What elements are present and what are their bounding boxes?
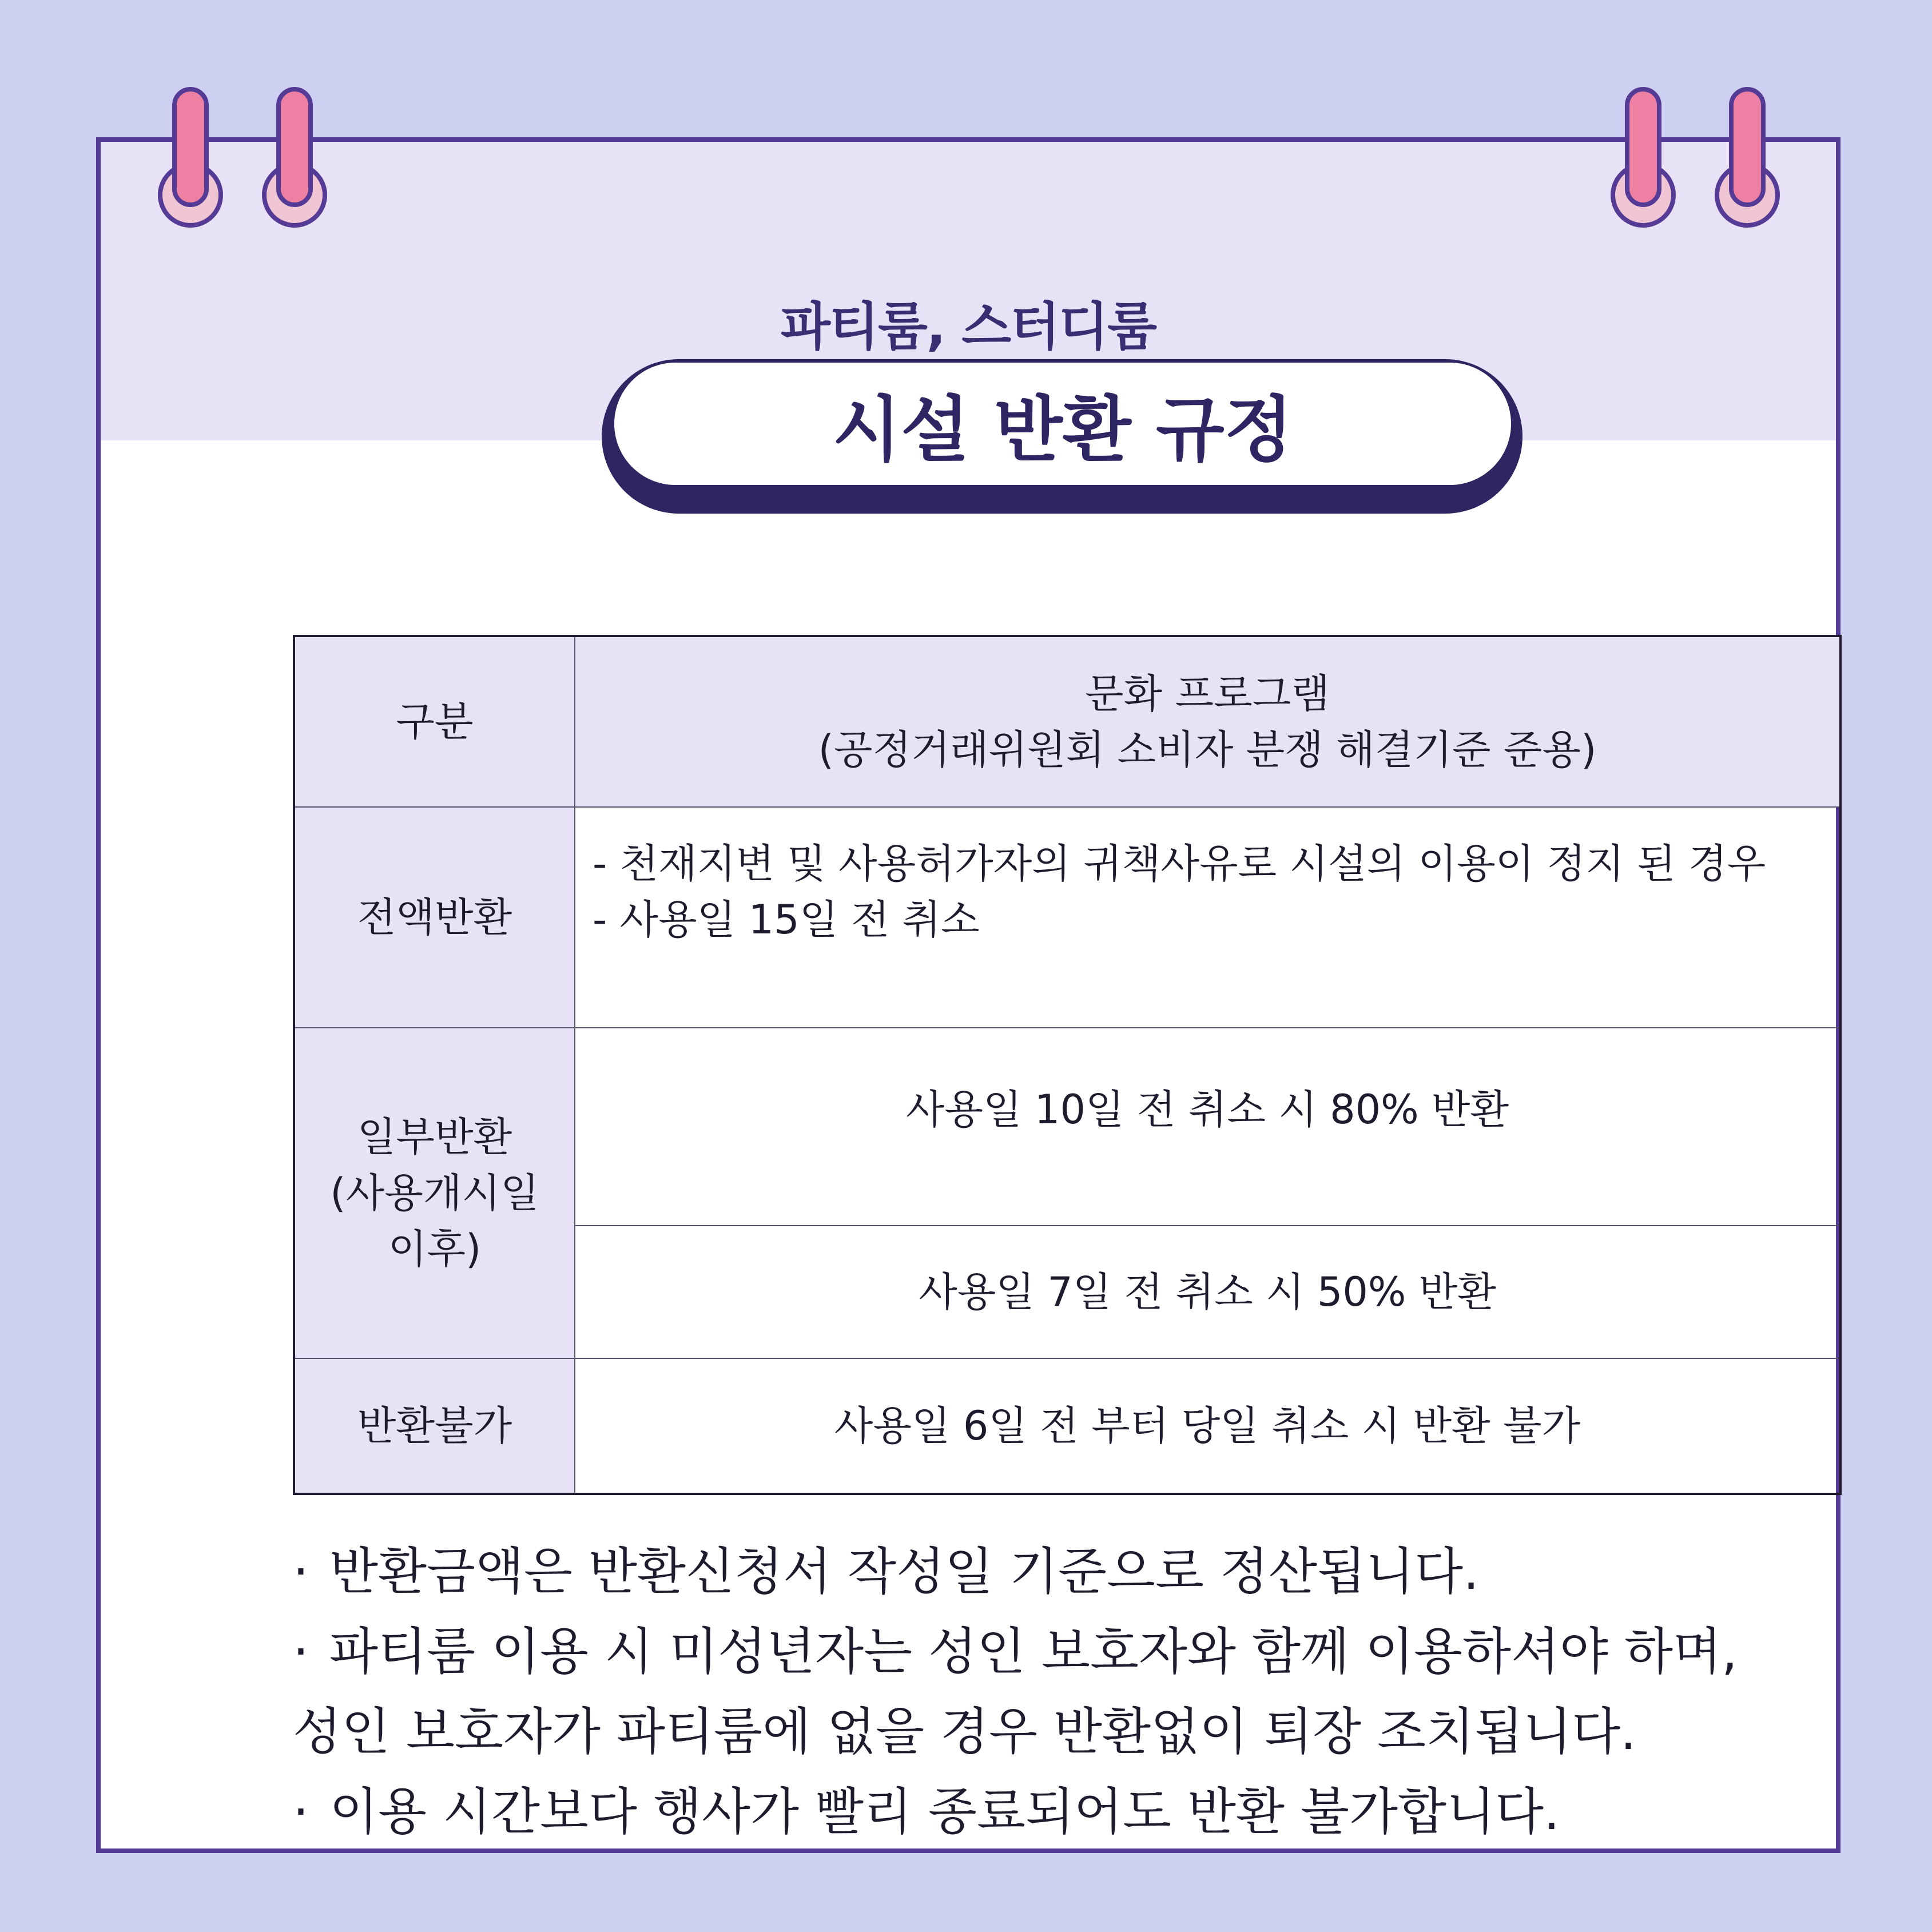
note-text: 이용 시간보다 행사가 빨리 종료되어도 반환 불가합니다. xyxy=(329,1782,1560,1841)
table-header-category: 구분 xyxy=(294,636,575,807)
bullet: · xyxy=(293,1782,309,1841)
note-text: 반환금액은 반환신청서 작성일 기준으로 정산됩니다. xyxy=(329,1542,1480,1601)
cell-text: 사용일 10일 전 취소 시 80% 반환 xyxy=(905,1086,1509,1133)
row-content-partial-80 xyxy=(575,1028,1840,1226)
table-header-content-line1: 문화 프로그램 xyxy=(1085,670,1330,717)
row-category-no-refund: 반환불가 xyxy=(294,1358,575,1494)
row-content-no-refund: 사용일 6일 전 부터 당일 취소 시 반환 불가 xyxy=(575,1358,1840,1494)
category-line: 일부반환 xyxy=(357,1114,512,1160)
row-category-full-refund: 전액반환 xyxy=(294,807,575,1028)
row-category-partial-refund xyxy=(294,1028,575,1358)
page-subtitle: 파티룸, 스터디룸 xyxy=(780,297,1156,357)
table-row xyxy=(294,807,1840,1028)
category-line: 이후) xyxy=(388,1226,482,1273)
row-content-partial-50: 사용일 7일 전 취소 시 50% 반환 xyxy=(575,1226,1840,1358)
list-item xyxy=(293,1612,1837,1692)
table-header-content-line2: (공정거래위원회 소비자 분쟁 해결기준 준용) xyxy=(818,726,1597,773)
table-row xyxy=(294,1358,1840,1494)
category-line: (사용개시일 xyxy=(330,1170,539,1217)
list-item: - 천재지변 및 사용허가자의 귀책사유로 시설의 이용이 정지 된 경우 xyxy=(593,840,1766,887)
binder-pin-icon xyxy=(1625,87,1661,207)
note-text-continued: 성인 보호자가 파티룸에 없을 경우 반환없이 퇴장 조치됩니다. xyxy=(293,1702,1636,1761)
binder-pin-icon xyxy=(172,87,209,207)
page-title: 시설 반환 규정 xyxy=(614,363,1511,485)
binder-pin-icon xyxy=(1729,87,1766,207)
bullet: · xyxy=(293,1542,309,1601)
list-item: - 사용일 15일 전 취소 xyxy=(593,896,980,943)
list-item xyxy=(293,1532,1837,1612)
bullet: · xyxy=(293,1622,309,1681)
note-text: 파티룸 이용 시 미성년자는 성인 보호자와 함께 이용하셔야 하며, xyxy=(329,1622,1738,1681)
table-header-content xyxy=(575,636,1840,807)
notice-card xyxy=(96,137,1840,1853)
table-row xyxy=(294,1028,1840,1226)
refund-rules-table xyxy=(293,635,1842,1495)
notes-list xyxy=(293,1532,1837,1852)
row-content-full-refund xyxy=(575,807,1840,1028)
list-item xyxy=(293,1772,1837,1852)
binder-pin-icon xyxy=(276,87,313,207)
table-header-row xyxy=(294,636,1840,807)
